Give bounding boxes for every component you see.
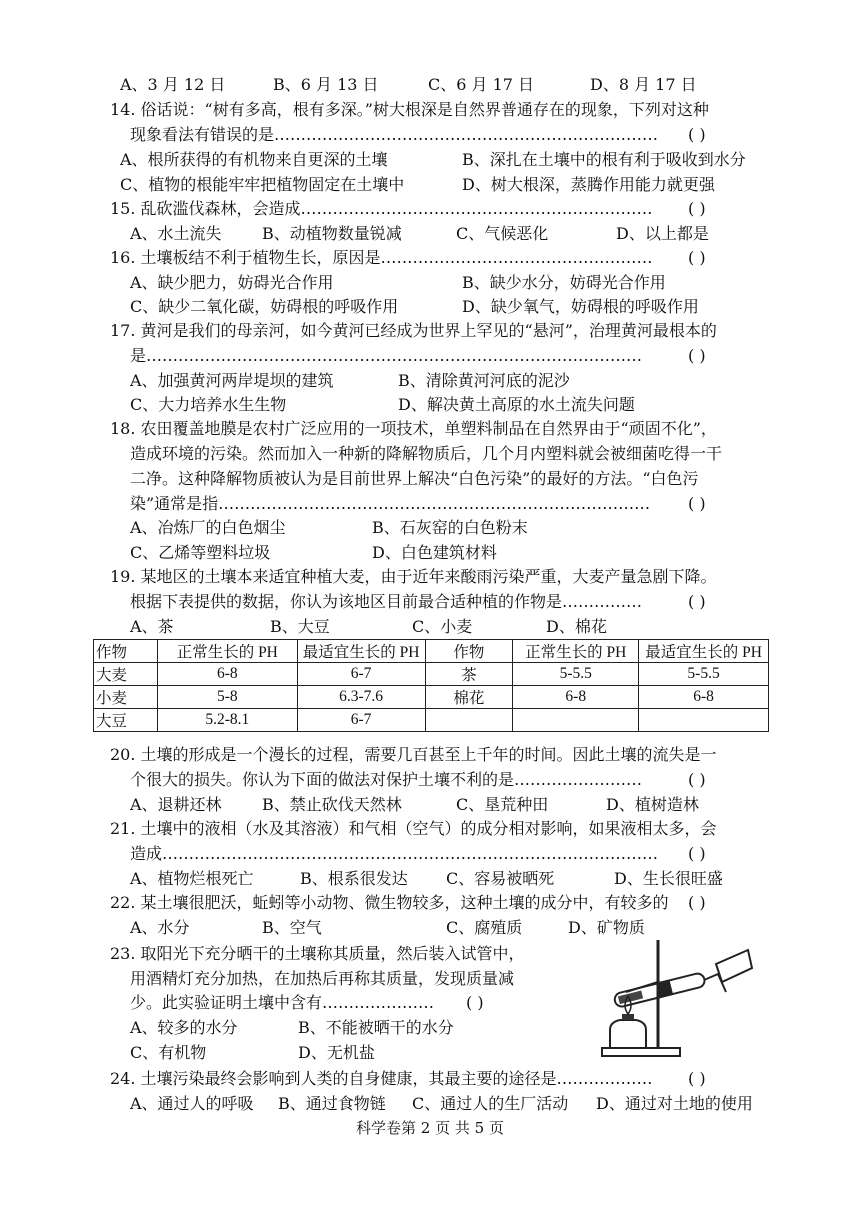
table-cell (425, 709, 513, 732)
table-cell (513, 709, 639, 732)
table-cell: 5-8 (157, 686, 297, 709)
q16-option-c: C、缺少二氧化碳，妨碍根的呼吸作用 (130, 297, 399, 316)
q14-stem-line2: 现象看法有错误的是……………………………………………………………… (130, 125, 659, 144)
q22-stem: 22. 某土壤很肥沃，蚯蚓等小动物、微生物较多，这种土壤的成分中，有较多的 (110, 893, 669, 912)
q17-option-b: B、清除黄河河底的泥沙 (398, 371, 570, 390)
q17-option-a: A、加强黄河两岸堤坝的建筑 (130, 371, 334, 390)
q17-answer-paren[interactable]: ( ) (688, 346, 706, 365)
q23-option-c: C、有机物 (130, 1043, 207, 1062)
q24-option-b: B、通过食物链 (278, 1094, 386, 1113)
q13-option-a: A、3 月 12 日 (120, 75, 226, 94)
q24-option-d: D、通过对土地的使用 (596, 1094, 753, 1113)
q21-option-a: A、植物烂根死亡 (130, 869, 254, 888)
table-header-row (94, 640, 769, 663)
q20-option-c: C、垦荒种田 (456, 795, 549, 814)
q18-option-d: D、白色建筑材料 (372, 543, 497, 562)
q13-option-c: C、6 月 17 日 (428, 75, 535, 94)
table-cell: 5-5.5 (513, 663, 639, 686)
table-cell: 6.3-7.6 (297, 686, 425, 709)
page-footer: 科学卷第 2 页 共 5 页 (356, 1119, 504, 1137)
q23-answer-paren[interactable]: ( ) (466, 993, 484, 1012)
q14-answer-paren[interactable]: ( ) (688, 125, 706, 144)
q14-stem-line1: 14. 俗话说：“树有多高，根有多深。”树大根深是自然界普通存在的现象，下列对这种 (110, 100, 709, 119)
q14-option-a: A、根所获得的有机物来自更深的土壤 (120, 150, 388, 169)
q23-stem-line2: 用酒精灯充分加热，在加热后再称其质量，发现质量减 (130, 969, 515, 988)
q23-option-d: D、无机盐 (298, 1043, 375, 1062)
q23-stem-line1: 23. 取阳光下充分晒干的土壤称其质量，然后装入试管中， (110, 944, 525, 963)
q16-answer-paren[interactable]: ( ) (688, 248, 706, 267)
table-cell: 大豆 (94, 709, 158, 732)
q13-option-b: B、6 月 13 日 (273, 75, 379, 94)
q20-option-d: D、植树造林 (606, 795, 699, 814)
q15-answer-paren[interactable]: ( ) (688, 199, 706, 218)
q16-option-b: B、缺少水分，妨碍光合作用 (462, 273, 666, 292)
q16-stem: 16. 土壤板结不利于植物生长，原因是…………………………………………… (110, 248, 653, 267)
q22-option-b: B、空气 (262, 918, 322, 937)
q21-option-d: D、生长很旺盛 (614, 869, 723, 888)
q21-option-c: C、容易被晒死 (446, 869, 555, 888)
q24-answer-paren[interactable]: ( ) (688, 1069, 706, 1088)
q19-option-b: B、大豆 (270, 617, 330, 636)
table-cell: 大麦 (94, 663, 158, 686)
q18-option-b: B、石灰窑的白色粉末 (372, 518, 528, 537)
table-cell: 6-7 (297, 709, 425, 732)
q15-option-c: C、气候恶化 (456, 224, 549, 243)
table-cell: 茶 (425, 663, 513, 686)
q15-option-d: D、以上都是 (616, 224, 709, 243)
q16-option-a: A、缺少肥力，妨碍光合作用 (130, 273, 334, 292)
q18-stem-line2: 造成环境的污染。然而加入一种新的降解物质后，几个月内塑料就会被细菌吃得一干 (130, 444, 723, 463)
table-cell: 5-5.5 (639, 663, 769, 686)
q17-stem-line1: 17. 黄河是我们的母亲河，如今黄河已经成为世界上罕见的“悬河”，治理黄河最根本的 (110, 321, 717, 340)
table-cell: 6-8 (639, 686, 769, 709)
q18-stem-line4: 染”通常是指……………………………………………………………………… (130, 494, 651, 513)
header-normal-ph: 正常生长的 PH (157, 640, 297, 663)
q17-option-d: D、解决黄土高原的水土流失问题 (398, 395, 635, 414)
q20-option-b: B、禁止砍伐天然林 (262, 795, 402, 814)
q21-option-b: B、根系很发达 (300, 869, 408, 888)
q16-option-d: D、缺少氧气，妨碍根的呼吸作用 (462, 297, 699, 316)
q21-answer-paren[interactable]: ( ) (688, 844, 706, 863)
table-cell: 6-8 (513, 686, 639, 709)
q20-answer-paren[interactable]: ( ) (688, 770, 706, 789)
q18-option-c: C、乙烯等塑料垃圾 (130, 543, 271, 562)
q15-stem: 15. 乱砍滥伐森林，会造成………………………………………………………… (110, 199, 653, 218)
header-optimal-ph: 最适宜生长的 PH (297, 640, 425, 663)
q24-option-c: C、通过人的生厂活动 (412, 1094, 569, 1113)
q14-option-d: D、树大根深，蒸腾作用能力就更强 (462, 175, 715, 194)
q17-option-c: C、大力培养水生生物 (130, 395, 287, 414)
q24-stem: 24. 土壤污染最终会影响到人类的自身健康，其最主要的途径是……………… (110, 1069, 653, 1088)
q17-stem-line2: 是………………………………………………………………………………… (130, 346, 642, 365)
header-crop: 作物 (94, 640, 158, 663)
q14-option-c: C、植物的根能牢牢把植物固定在土壤中 (120, 175, 405, 194)
q19-option-c: C、小麦 (412, 617, 473, 636)
table-cell: 棉花 (425, 686, 513, 709)
ph-table (93, 639, 769, 732)
q19-answer-paren[interactable]: ( ) (688, 592, 706, 611)
q19-stem-line1: 19. 某地区的土壤本来适宜种植大麦，由于近年来酸雨污染严重，大麦产量急剧下降。 (110, 567, 717, 586)
q21-stem-line2: 造成………………………………………………………………………………… (130, 844, 659, 863)
q21-stem-line1: 21. 土壤中的液相（水及其溶液）和气相（空气）的成分相对影响，如果液相太多，会 (110, 819, 717, 838)
q19-option-d: D、棉花 (546, 617, 607, 636)
q20-stem-line2: 个很大的损失。你认为下面的做法对保护土壤不利的是…………………… (130, 770, 643, 789)
q18-answer-paren[interactable]: ( ) (688, 494, 706, 513)
q23-option-a: A、较多的水分 (130, 1018, 238, 1037)
heating-apparatus-illustration (596, 930, 756, 1062)
q13-option-d: D、8 月 17 日 (590, 75, 697, 94)
q23-stem-line3: 少。此实验证明土壤中含有………………… (130, 993, 435, 1012)
header-normal-ph-2: 正常生长的 PH (513, 640, 639, 663)
q18-stem-line1: 18. 农田覆盖地膜是农村广泛应用的一项技术，单塑料制品在自然界由于“顽固不化”， (110, 419, 717, 438)
table-row (94, 663, 769, 686)
q20-stem-line1: 20. 土壤的形成是一个漫长的过程，需要几百甚至上千年的时间。因此土壤的流失是一 (110, 745, 717, 764)
header-crop-2: 作物 (425, 640, 513, 663)
q22-option-c: C、腐殖质 (446, 918, 523, 937)
q22-option-d: D、矿物质 (568, 918, 645, 937)
table-cell: 6-7 (297, 663, 425, 686)
q19-option-a: A、茶 (130, 617, 174, 636)
q15-option-a: A、水土流失 (130, 224, 222, 243)
table-cell (639, 709, 769, 732)
table-row (94, 709, 769, 732)
q22-answer-paren[interactable]: ( ) (688, 893, 706, 912)
q24-option-a: A、通过人的呼吸 (130, 1094, 254, 1113)
header-optimal-ph-2: 最适宜生长的 PH (639, 640, 769, 663)
q14-option-b: B、深扎在土壤中的根有利于吸收到水分 (462, 150, 746, 169)
q18-stem-line3: 二净。这种降解物质被认为是目前世界上解决“白色污染”的最好的方法。“白色污 (130, 469, 699, 488)
table-cell: 小麦 (94, 686, 158, 709)
q15-option-b: B、动植物数量锐减 (262, 224, 402, 243)
q20-option-a: A、退耕还林 (130, 795, 222, 814)
q18-option-a: A、冶炼厂的白色烟尘 (130, 518, 286, 537)
q23-option-b: B、不能被晒干的水分 (298, 1018, 454, 1037)
q22-option-a: A、水分 (130, 918, 190, 937)
table-cell: 5.2-8.1 (157, 709, 297, 732)
table-row (94, 686, 769, 709)
table-cell: 6-8 (157, 663, 297, 686)
q19-stem-line2: 根据下表提供的数据，你认为该地区目前最合适种植的作物是…………… (130, 592, 643, 611)
